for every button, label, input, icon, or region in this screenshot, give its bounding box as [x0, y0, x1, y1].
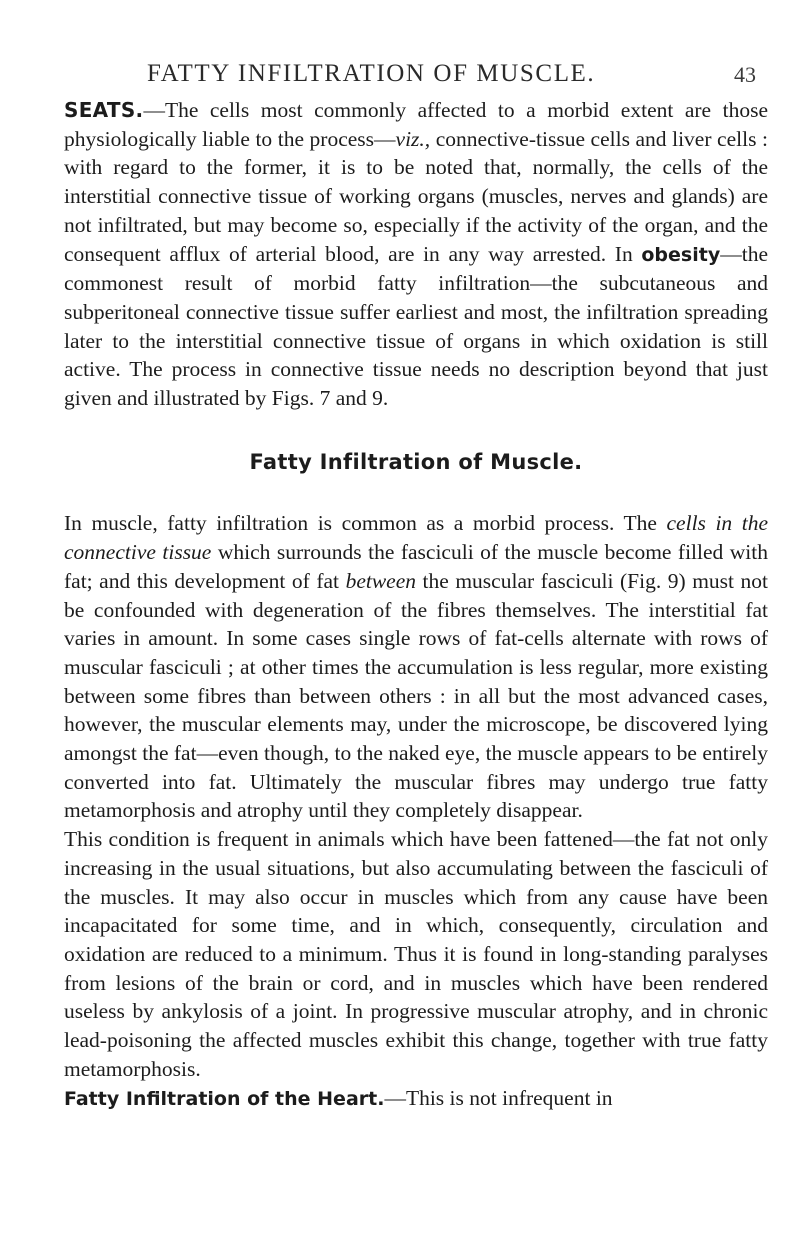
- muscle-italic-cells: cells in the connective tissue: [64, 511, 768, 565]
- obesity-term: obesity: [641, 243, 721, 266]
- seats-text-3: —the commonest result of morbid fatty infiltration—the subcutaneous and subperitoneal connective tissue suffer earliest and most, the infiltration spreading later to the interstitial connective tissue of organs in which oxidation is still active. The process in connective tissue needs no description beyond that just given and illustrated by Figs. 7 and 9.: [64, 241, 768, 411]
- running-title: FATTY INFILTRATION OF MUSCLE.: [147, 60, 596, 87]
- paragraph-muscle: [64, 509, 768, 825]
- paragraph-condition: This condition is frequent in animals which have been fattened—the fat not only increasing in the usual situations, but also accumulating between the fasciculi of the muscles. It may also occur in muscles which from any cause have been incapacitated for some time, and in which, consequently, circulation and oxidation are reduced to a minimum. Thus it is found in long-standing paralyses from lesions of the brain or cord, and in muscles which have been rendered useless by ankylosis of a joint. In progressive muscular atrophy, and in chronic lead-poisoning the affected muscles exhibit this change, together with true fatty metamorphosis.: [64, 827, 768, 1081]
- paragraph-seats: [64, 96, 768, 413]
- body-text: [64, 96, 768, 1113]
- muscle-text-2: which surrounds the fasciculi of the muscle become filled with fat; and this development of fat: [64, 540, 768, 593]
- seats-viz: viz.,: [395, 126, 431, 151]
- heart-lead: Fatty Infiltration of the Heart.: [64, 1087, 385, 1110]
- section-heading-muscle: Fatty Infiltration of Muscle.: [249, 449, 583, 474]
- seats-text-2: connective-tissue cells and liver cells : with regard to the former, it is to be noted that, normally, the cells of the interstitial connective tissue of working organs (muscles, nerves and glands) are not infiltrated, but may become so, especially if the activity of the organ, and the consequent afflux of arterial blood, are in any way arrested. In: [64, 126, 768, 266]
- heart-text: —This is not infrequent in: [384, 1085, 613, 1110]
- muscle-text-3: the muscular fasciculi (Fig. 9) must not be confounded with degeneration of the fibres themselves. The interstitial fat varies in amount. In some cases single rows of fat-cells alternate with rows of muscular fasciculi ; at other times the accumulation is less regular, more existing between some fibres than between others : in all but the most advanced cases, however, the muscular elements may, under the microscope, be discovered lying amongst the fat—even though, to the naked eye, the muscle appears to be entirely converted into fat. Ultimately the muscular fibres may undergo true fatty metamorphosis and atrophy until they completely disappear.: [64, 568, 769, 823]
- running-header: [0, 60, 800, 90]
- muscle-text-1: In muscle, fatty infiltration is common as a morbid process. The: [64, 511, 667, 536]
- muscle-italic-between: between: [345, 568, 417, 593]
- paragraph-heart: [64, 1084, 768, 1114]
- seats-lead: SEATS.: [64, 98, 144, 122]
- page-number: 43: [734, 62, 756, 87]
- seats-text-1: —The cells most commonly affected to a morbid extent are those physiologically liable to the process—: [64, 98, 768, 151]
